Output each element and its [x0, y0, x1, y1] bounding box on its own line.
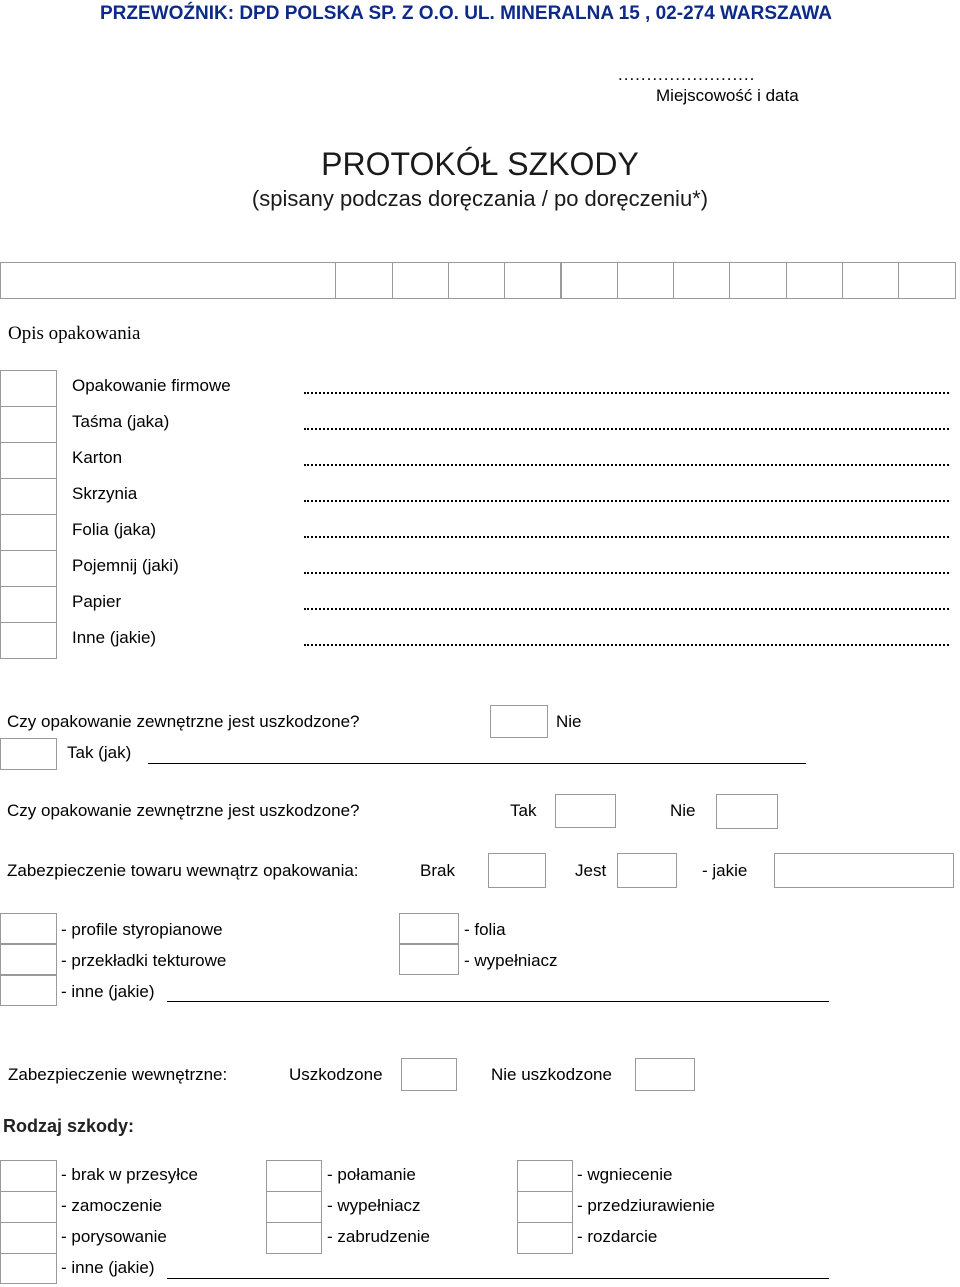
filler-checkbox[interactable]	[399, 944, 459, 975]
protection-present-label: Jest	[575, 861, 607, 880]
damage-option-label: - przedziurawienie	[577, 1196, 715, 1215]
waybill-digit-box[interactable]	[673, 262, 730, 299]
protection-none-label: Brak	[420, 861, 455, 880]
damage-option-label: - porysowanie	[61, 1227, 167, 1246]
waybill-digit-box[interactable]	[448, 262, 505, 299]
q2-yes-checkbox[interactable]	[555, 794, 616, 828]
waybill-digit-box[interactable]	[392, 262, 449, 299]
q1-no-label: Nie	[556, 712, 582, 731]
q2-question: Czy opakowanie zewnętrzne jest uszkodzone?	[7, 801, 360, 820]
damage-option-label: - brak w przesyłce	[61, 1165, 198, 1184]
waybill-digit-box[interactable]	[842, 262, 899, 299]
packaging-item-label: Skrzynia	[72, 484, 138, 503]
waybill-digit-box[interactable]	[504, 262, 561, 299]
styrofoam-checkbox[interactable]	[0, 913, 57, 944]
damage-checkbox[interactable]	[266, 1191, 322, 1223]
damage-option-label: - zabrudzenie	[327, 1227, 431, 1246]
waybill-digit-box[interactable]	[335, 262, 392, 299]
internal-undamaged-label: Nie uszkodzone	[491, 1065, 612, 1084]
packaging-checkbox[interactable]	[0, 406, 57, 443]
q1-yes-checkbox[interactable]	[0, 738, 57, 770]
protection-label: Zabezpieczenie towaru wewnątrz opakowania:	[7, 861, 359, 880]
waybill-digit-box[interactable]	[561, 262, 618, 299]
page-subtitle: (spisany podczas doręczania / po doręczeniu*)	[251, 186, 709, 211]
waybill-label-frame	[0, 262, 280, 299]
protection-none-checkbox[interactable]	[488, 853, 546, 888]
protection-which-label: - jakie	[702, 861, 748, 880]
packaging-item-fill-line[interactable]	[304, 644, 949, 646]
q1-question: Czy opakowanie zewnętrzne jest uszkodzone?	[7, 712, 360, 731]
damage-option-label: - wypełniacz	[327, 1196, 421, 1215]
internal-label: Zabezpieczenie wewnętrzne:	[8, 1065, 228, 1084]
filler-label: - wypełniacz	[464, 951, 558, 970]
packaging-item-fill-line[interactable]	[304, 392, 949, 394]
styrofoam-label: - profile styropianowe	[61, 920, 223, 939]
packaging-item-label: Folia (jaka)	[72, 520, 157, 539]
internal-damaged-checkbox[interactable]	[401, 1058, 457, 1091]
internal-undamaged-checkbox[interactable]	[635, 1058, 695, 1091]
packaging-item-label: Taśma (jaka)	[72, 412, 170, 431]
q2-no-checkbox[interactable]	[716, 794, 778, 829]
place-date-label: Miejscowość i data	[656, 86, 799, 105]
damage-checkbox[interactable]	[266, 1222, 322, 1254]
protection-present-checkbox[interactable]	[617, 853, 677, 888]
damage-other-line[interactable]	[167, 1278, 829, 1279]
damage-checkbox[interactable]	[0, 1191, 57, 1223]
packaging-checkbox[interactable]	[0, 622, 57, 659]
packaging-item-fill-line[interactable]	[304, 428, 949, 430]
q2-yes-label: Tak	[510, 801, 537, 820]
packaging-checkbox[interactable]	[0, 478, 57, 515]
q1-no-checkbox[interactable]	[490, 705, 548, 738]
damage-checkbox[interactable]	[517, 1160, 573, 1192]
cardboard-label: - przekładki tekturowe	[61, 951, 227, 970]
cardboard-checkbox[interactable]	[0, 944, 57, 975]
damage-other-label: - inne (jakie)	[61, 1258, 155, 1277]
packaging-item-fill-line[interactable]	[304, 500, 949, 502]
packaging-heading: Opis opakowania	[8, 323, 141, 344]
damage-option-label: - zamoczenie	[61, 1196, 163, 1215]
q1-yes-label: Tak (jak)	[67, 743, 132, 762]
damage-other-checkbox[interactable]	[0, 1253, 57, 1284]
waybill-digit-box[interactable]	[898, 262, 955, 299]
waybill-digit-box[interactable]	[729, 262, 786, 299]
packaging-item-label: Inne (jakie)	[72, 628, 157, 647]
packaging-item-fill-line[interactable]	[304, 536, 949, 538]
packaging-checkbox[interactable]	[0, 442, 57, 479]
damage-option-label: - wgniecenie	[577, 1165, 673, 1184]
packaging-item-label: Papier	[72, 592, 122, 611]
damage-checkbox[interactable]	[517, 1222, 573, 1254]
damage-checkbox[interactable]	[266, 1160, 322, 1192]
q1-description-line[interactable]	[148, 763, 806, 764]
foil-checkbox[interactable]	[399, 913, 459, 944]
foil-label: - folia	[464, 920, 506, 939]
damage-checkbox[interactable]	[517, 1191, 573, 1223]
place-date-dots: ........................	[618, 65, 756, 84]
protection-other-line[interactable]	[167, 1001, 829, 1002]
packaging-item-fill-line[interactable]	[304, 572, 949, 574]
packaging-item-label: Karton	[72, 448, 123, 467]
protection-other-checkbox[interactable]	[0, 975, 57, 1006]
protection-which-field[interactable]	[774, 853, 954, 888]
q2-no-label: Nie	[670, 801, 696, 820]
waybill-digit-box[interactable]	[617, 262, 674, 299]
damage-option-label: - połamanie	[327, 1165, 416, 1184]
packaging-checkbox[interactable]	[0, 550, 57, 587]
carrier-header: PRZEWOŹNIK: DPD POLSKA SP. Z O.O. UL. MINERALNA 15 , 02-274 WARSZAWA	[100, 3, 832, 24]
damage-checkbox[interactable]	[0, 1222, 57, 1254]
protection-other-label: - inne (jakie)	[61, 982, 155, 1001]
packaging-checkbox[interactable]	[0, 370, 57, 407]
internal-damaged-label: Uszkodzone	[289, 1065, 383, 1084]
packaging-checkbox[interactable]	[0, 586, 57, 623]
page-title: PROTOKÓŁ SZKODY	[321, 146, 639, 182]
damage-option-label: - rozdarcie	[577, 1227, 658, 1246]
packaging-item-fill-line[interactable]	[304, 608, 949, 610]
packaging-item-label: Pojemnij (jaki)	[72, 556, 179, 575]
packaging-checkbox[interactable]	[0, 514, 57, 551]
damage-heading: Rodzaj szkody:	[3, 1116, 135, 1136]
packaging-item-fill-line[interactable]	[304, 464, 949, 466]
waybill-digit-box[interactable]	[279, 262, 336, 299]
damage-checkbox[interactable]	[0, 1160, 57, 1192]
packaging-item-label: Opakowanie firmowe	[72, 376, 231, 395]
waybill-digit-box[interactable]	[786, 262, 843, 299]
